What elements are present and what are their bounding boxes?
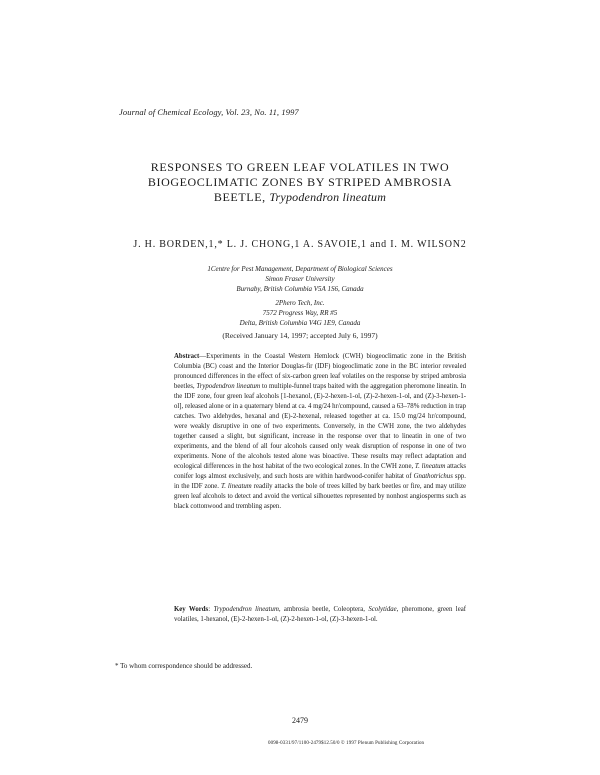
abstract-text-4: spp. in the IDF zone.	[174, 473, 467, 490]
key-words-species: Trypodendron lineatum	[213, 606, 279, 613]
abstract-text-5: readily attacks the bole of trees killed by bark beetles or fire, and may utilize green leaf alcohols to detect and avoid the vertical silhouettes represented by nonhost angiosperms such as black cottonwood and trembling aspen.	[174, 483, 467, 510]
key-words-text-1: , ambrosia beetle, Coleoptera,	[278, 606, 365, 613]
article-title	[120, 160, 480, 205]
abstract-genus: Gnathotrichus	[413, 473, 453, 480]
correspondence-footnote: * To whom correspondence should be addressed.	[115, 662, 253, 670]
affiliation-1-line-2: Simon Fraser University	[265, 275, 335, 283]
affiliation-1-line-1: 1Centre for Pest Management, Department of Biological Sciences	[207, 265, 393, 273]
affiliation-1	[170, 264, 430, 294]
journal-header: Journal of Chemical Ecology, Vol. 23, No. 11, 1997	[119, 107, 299, 117]
abstract-label: Abstract	[174, 353, 200, 360]
abstract-text-2: to multiple-funnel traps baited with the aggregation pheromone lineatin. In the IDF zone, four green leaf alcohols [1-hexanol, (E)-2-hexen-1-ol, (Z)-2-hexen-1-ol, and (Z)-3-hexen-1-ol], released alone or in a quaternary blend at ca. 4 mg/24 hr/compound, caused a 63–78% reduction in trap catches. Two aldehydes, hexanal and (E)-2-hexenal, released together at ca. 15.0 mg/24 hr/compound, were weakly disruptive in one of two experiments. Conversely, in the CWH zone, the two aldehydes together caused a slight, but significant, increase in the response over that to lineatin in one of two experiments, and the blend of all four alcohols caused only weak disruption of response in one of two experiments. None of the alcohols tested alone was bioactive. These results may reflect adaptation and ecological differences in the host habitat of the two ecological zones. In the CWH zone,	[174, 383, 466, 470]
affiliation-2-line-1: 2Phero Tech, Inc.	[275, 299, 325, 307]
title-species: Trypodendron lineatum	[269, 190, 387, 204]
title-line-3-prefix: BEETLE,	[213, 190, 266, 204]
key-words-text-2: , pheromone, green leaf volatiles, 1-hexanol, (E)-2-hexen-1-ol, (Z)-2-hexen-1-ol, (Z)-3-hexen-1-ol.	[174, 606, 466, 623]
abstract-text-3: attacks conifer logs almost exclusively, and such hosts are within hardwood-conifer habitat of	[174, 463, 467, 480]
key-words-label: Key Words	[174, 606, 209, 613]
abstract-species-1: Trypodendron lineatum	[196, 383, 261, 390]
received-dates: (Received January 14, 1997; accepted July 6, 1997)	[222, 331, 378, 340]
affiliation-2-line-3: Delta, British Columbia V4G 1E9, Canada	[239, 319, 361, 327]
title-line-2: BIOGEOCLIMATIC ZONES BY STRIPED AMBROSIA	[147, 175, 453, 189]
affiliation-2	[170, 298, 430, 328]
abstract	[174, 352, 466, 512]
key-words: Key Words: Trypodendron lineatum, ambrosia beetle, Coleoptera, Scolytidae, pheromone, green leaf volatiles, 1-hexanol, (E)-2-hexen-1-ol, (Z)-2-hexen-1-ol, (Z)-3-hexen-1-ol.	[174, 606, 466, 623]
key-words-family: Scolytidae	[368, 606, 397, 613]
abstract-species-3: T. lineatum	[220, 483, 252, 490]
affiliation-1-line-3: Burnaby, British Columbia V5A 1S6, Canada	[236, 285, 364, 293]
title-line-1: RESPONSES TO GREEN LEAF VOLATILES IN TWO	[150, 160, 450, 174]
copyright-line: 0098-0331/97/1100-2479$12.50/0 © 1997 Plenum Publishing Corporation	[268, 741, 425, 746]
abstract-text-1: —Experiments in the Coastal Western Hemlock (CWH) biogeoclimatic zone in the British Columbia (BC) coast and the Interior Douglas-fir (IDF) biogeoclimatic zone in the BC interior revealed pronounced differences in the effect of six-carbon green leaf volatiles on the response by striped ambrosia beetles,	[174, 353, 466, 390]
abstract-species-2: T. lineatum	[414, 463, 446, 470]
affiliation-2-line-2: 7572 Progress Way, RR #5	[262, 309, 338, 317]
page-number: 2479	[292, 716, 308, 725]
author-list: J. H. BORDEN,1,* L. J. CHONG,1 A. SAVOIE,1 and I. M. WILSON2	[133, 239, 467, 250]
title-line-3	[120, 190, 480, 205]
